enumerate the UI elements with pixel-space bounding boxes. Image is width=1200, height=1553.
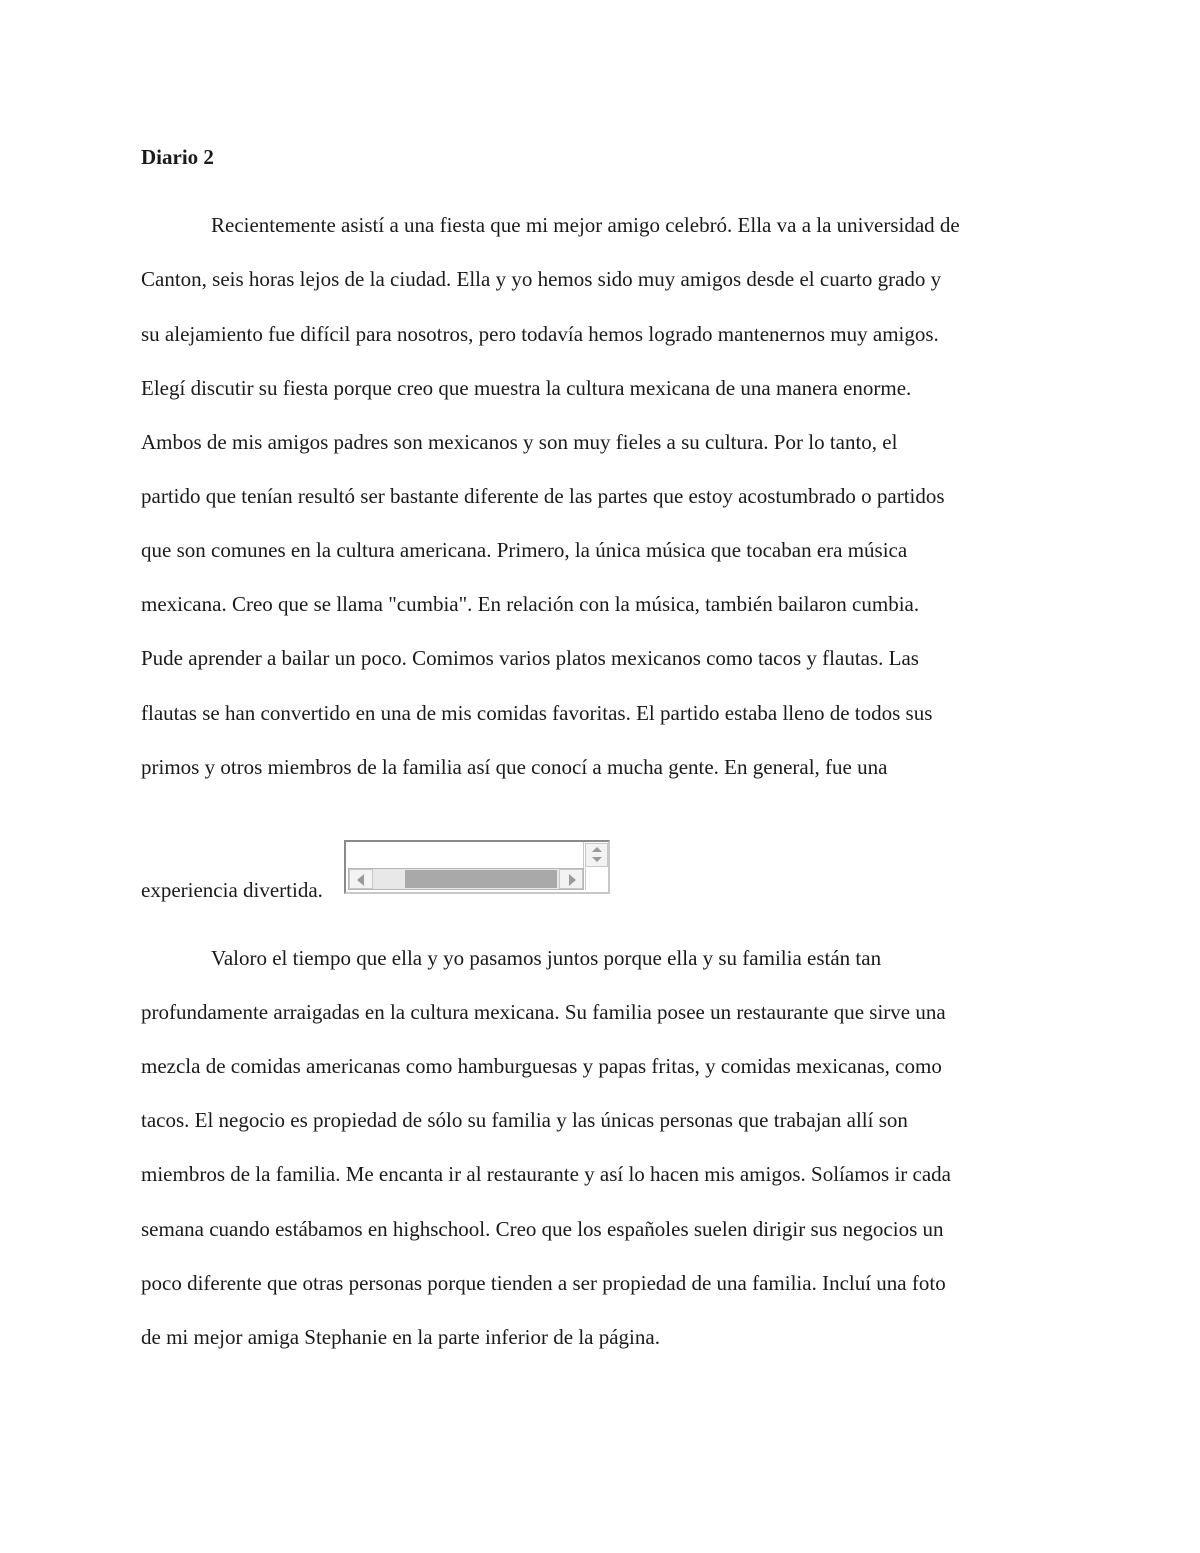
paragraph1-line-9: Pude aprender a bailar un poco. Comimos varios platos mexicanos como tacos y flautas. Las: [141, 646, 919, 670]
scroll-right-button[interactable]: [559, 869, 583, 889]
scroll-right-icon: [569, 874, 576, 886]
scroll-left-button[interactable]: [349, 869, 373, 889]
paragraph1-line-2: Canton, seis horas lejos de la ciudad. Ella y yo hemos sido muy amigos desde el cuarto grado y: [141, 267, 942, 291]
paragraph2-line-5: miembros de la familia. Me encanta ir al restaurante y así lo hacen mis amigos. Solíamos ir cada: [141, 1162, 951, 1186]
scroll-up-icon[interactable]: [592, 847, 602, 852]
paragraph1-line-3: su alejamiento fue difícil para nosotros, pero todavía hemos logrado mantenernos muy amigos.: [141, 322, 939, 346]
paragraph1-line-7: que son comunes en la cultura americana. Primero, la única música que tocaban era música: [141, 538, 908, 562]
paragraph2-line-3: mezcla de comidas americanas como hamburguesas y papas fritas, y comidas mexicanas, como: [141, 1054, 942, 1078]
scroll-down-icon[interactable]: [592, 857, 602, 862]
scrollbar-thumb[interactable]: [405, 870, 557, 888]
paragraph1-line-5: Ambos de mis amigos padres son mexicanos y son muy fieles a su cultura. Por lo tanto, el: [141, 430, 898, 454]
horizontal-scrollbar[interactable]: [348, 868, 584, 890]
paragraph1-line-12: experiencia divertida.: [141, 878, 323, 902]
paragraph2-line-4: tacos. El negocio es propiedad de sólo su familia y las únicas personas que trabajan allí son: [141, 1108, 908, 1132]
scrollbar-corner: [585, 868, 608, 890]
paragraph2-line-2: profundamente arraigadas en la cultura mexicana. Su familia posee un restaurante que sirve una: [141, 1000, 946, 1024]
embedded-scroll-box[interactable]: [344, 840, 610, 894]
paragraph1-line-11: primos y otros miembros de la familia así que conocí a mucha gente. En general, fue una: [141, 755, 888, 779]
scroll-box-divider: [583, 842, 584, 868]
paragraph1-line-8: mexicana. Creo que se llama "cumbia". En relación con la música, también bailaron cumbia.: [141, 592, 920, 616]
paragraph2-line-7: poco diferente que otras personas porque tienden a ser propiedad de una familia. Incluí una foto: [141, 1271, 946, 1295]
paragraph2-line-8: de mi mejor amiga Stephanie en la parte inferior de la página.: [141, 1325, 660, 1349]
paragraph1-line-1: Recientemente asistí a una fiesta que mi mejor amigo celebró. Ella va a la universidad de: [211, 213, 960, 237]
paragraph1-line-6: partido que tenían resultó ser bastante diferente de las partes que estoy acostumbrado o partidos: [141, 484, 945, 508]
paragraph2-line-1: Valoro el tiempo que ella y yo pasamos juntos porque ella y su familia están tan: [211, 946, 882, 970]
paragraph1-line-10: flautas se han convertido en una de mis comidas favoritas. El partido estaba lleno de todos sus: [141, 701, 933, 725]
paragraph1-line-4: Elegí discutir su fiesta porque creo que muestra la cultura mexicana de una manera enorme.: [141, 376, 912, 400]
vertical-scroll-buttons[interactable]: [585, 843, 608, 867]
scroll-left-icon: [357, 874, 364, 886]
paragraph2-line-6: semana cuando estábamos en highschool. Creo que los españoles suelen dirigir sus negocios un: [141, 1217, 944, 1241]
document-title: Diario 2: [141, 145, 214, 169]
